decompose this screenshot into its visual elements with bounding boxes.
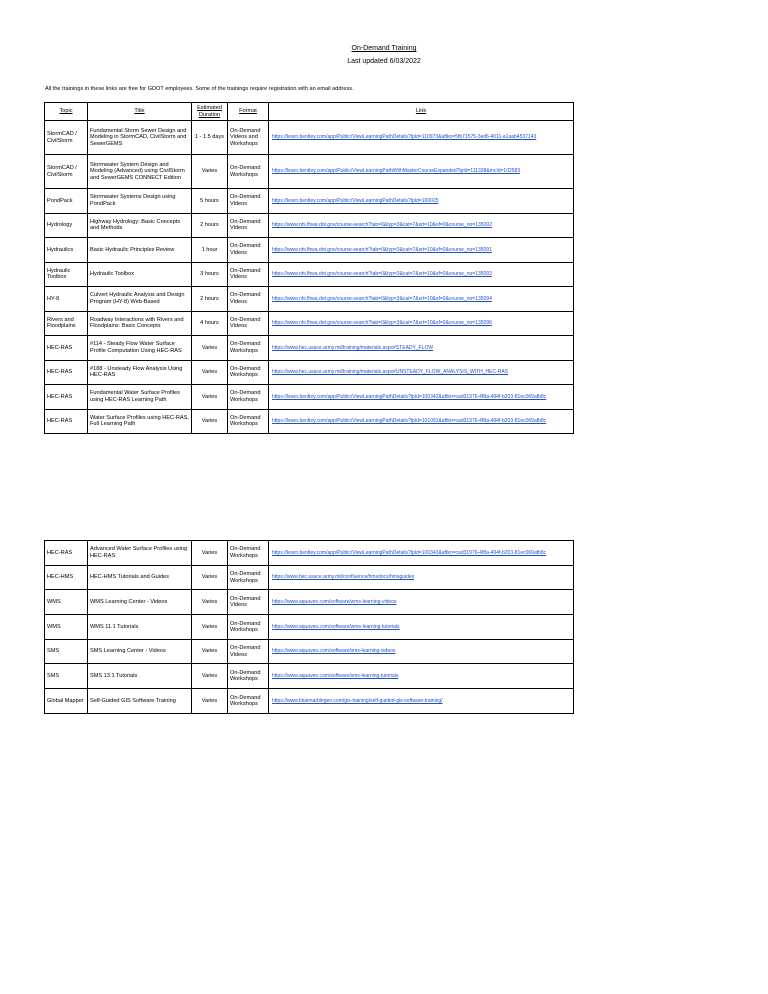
cell-format: On-Demand Workshops [228,409,269,434]
table-row [45,121,574,155]
training-link[interactable]: https://www.aquaveo.com/software/sms-learning-videos [272,648,396,655]
cell-link [269,262,574,287]
cell-topic: Hydraulic Toolbox [45,262,88,287]
cell-title: Self-Guided GIS Software Training [88,689,192,714]
cell-link [269,615,574,640]
cell-link [269,590,574,615]
cell-topic: HEC-RAS [45,336,88,361]
training-link[interactable]: https://learn.bentley.com/app/Public/ViewLearningPathDetails?lpId=100343&aftkn=cad31976-4f8a-494f-b203-81ec069afb8c [272,549,547,556]
cell-topic: PondPack [45,189,88,214]
cell-link [269,121,574,155]
table-row [45,689,574,714]
cell-link [269,409,574,434]
cell-topic: WMS [45,615,88,640]
table-row [45,615,574,640]
cell-link [269,189,574,214]
cell-duration: 3 hours [192,262,228,287]
table-row [45,287,574,312]
table-row [45,213,574,238]
cell-topic: HEC-RAS [45,541,88,566]
cell-format: On-Demand Videos [228,311,269,336]
cell-duration: Varies [192,565,228,590]
training-link[interactable]: https://www.bluemarblegeo.com/gis-training/self-guided-gis-software-training/ [272,697,443,704]
table-row [45,155,574,189]
cell-title: #188 - Unsteady Flow Analysis Using HEC-RAS [88,360,192,385]
training-link[interactable]: https://learn.bentley.com/app/Public/ViewLearningPathDetails?lpId=100025 [272,197,439,204]
cell-format: On-Demand Videos [228,189,269,214]
cell-title: Stormwater System Design and Modeling (Advanced) using CivilStorm and SewerGEMS CONNECT Edition [88,155,192,189]
table-row [45,664,574,689]
cell-duration: Varies [192,409,228,434]
training-table-continued [44,540,574,714]
cell-topic: StormCAD / CivilStorm [45,155,88,189]
cell-title: Water Surface Profiles using HEC-RAS, Full Learning Path [88,409,192,434]
cell-title: Basic Hydraulic Principles Review [88,238,192,263]
cell-format: On-Demand Videos and Workshops [228,121,269,155]
column-header-format: Format [228,103,269,121]
training-link[interactable]: https://www.nhi.fhwa.dot.gov/course-search?tab=0&typ=3&cat=7&srt=10&sf=0&course_no=135094 [272,295,492,302]
cell-topic: SMS [45,639,88,664]
table-row [45,385,574,410]
cell-duration: Varies [192,360,228,385]
training-link[interactable]: https://www.hec.usace.army.mil/confluence/hmsdocs/hmsguides [272,574,415,581]
training-table [44,102,574,434]
training-link[interactable]: https://learn.bentley.com/app/Public/ViewLearningPathDetails?lpId=100342&aftkn=cad31976-4f8a-494f-b203-81ec069afb8c [272,393,547,400]
cell-format: On-Demand Videos [228,639,269,664]
cell-format: On-Demand Workshops [228,385,269,410]
cell-topic: Rivers and Floodplains [45,311,88,336]
page-title: On-Demand Training [351,45,417,52]
cell-topic: SMS [45,664,88,689]
cell-format: On-Demand Videos [228,262,269,287]
cell-topic: HEC-RAS [45,409,88,434]
cell-duration: 1 - 1.5 days [192,121,228,155]
training-link[interactable]: https://www.hec.usace.army.mil/training/materials.aspx#UNSTEADY_FLOW_ANALYSIS_WITH_HEC-RAS [272,369,508,376]
cell-link [269,336,574,361]
cell-duration: Varies [192,590,228,615]
training-link[interactable]: https://learn.bentley.com/app/Public/ViewLearningPathDetails?lpId=101091&aftkn=cad31976-4f8a-494f-b203-81ec069afb8c [272,418,547,425]
training-link[interactable]: https://learn.bentley.com/app/Public/ViewLearningPathWithMasterCourseExpanded?lpId=111338&mcId=102583 [272,168,521,175]
cell-duration: Varies [192,664,228,689]
training-link[interactable]: https://www.nhi.fhwa.dot.gov/course-search?tab=0&typ=3&cat=7&srt=10&sf=0&course_no=135093 [272,271,492,278]
cell-duration: Varies [192,155,228,189]
table-row [45,360,574,385]
cell-title: Highway Hydrology: Basic Concepts and Methods [88,213,192,238]
table-row [45,541,574,566]
cell-title: Stormwater Systems Design using PondPack [88,189,192,214]
cell-topic: WMS [45,590,88,615]
cell-title: Fundamental Water Surface Profiles using HEC-RAS Learning Path [88,385,192,410]
training-link[interactable]: https://www.nhi.fhwa.dot.gov/course-search?tab=0&typ=3&cat=7&srt=10&sf=0&course_no=135091 [272,246,492,253]
table-row [45,336,574,361]
cell-link [269,213,574,238]
cell-link [269,689,574,714]
cell-title: Roadway Interactions with Rivers and Floodplains: Basic Concepts [88,311,192,336]
cell-format: On-Demand Workshops [228,689,269,714]
cell-title: Hydraulic Toolbox [88,262,192,287]
column-header-link: Link [269,103,574,121]
cell-format: On-Demand Videos [228,213,269,238]
training-link[interactable]: https://www.nhi.fhwa.dot.gov/course-search?tab=0&typ=3&cat=7&srt=10&sf=0&course_no=135096 [272,320,492,327]
cell-format: On-Demand Workshops [228,155,269,189]
column-header-topic: Topic [45,103,88,121]
cell-format: On-Demand Workshops [228,360,269,385]
cell-duration: 2 hours [192,287,228,312]
cell-link [269,287,574,312]
cell-format: On-Demand Workshops [228,565,269,590]
cell-title: SMS 13.1 Tutorials [88,664,192,689]
table-row [45,565,574,590]
cell-topic: HEC-RAS [45,360,88,385]
cell-link [269,565,574,590]
cell-topic: HY-8 [45,287,88,312]
cell-topic: HEC-RAS [45,385,88,410]
cell-duration: Varies [192,336,228,361]
cell-title: Fundamental Storm Sewer Design and Modeling in StormCAD, CivilStorm and SewerGEMS [88,121,192,155]
cell-duration: 4 hours [192,311,228,336]
cell-title: #114 - Steady Flow Water Surface Profile Computation Using HEC-RAS [88,336,192,361]
cell-duration: 5 hours [192,189,228,214]
cell-duration: 2 hours [192,213,228,238]
cell-topic: Global Mapper [45,689,88,714]
training-link[interactable]: https://learn.bentley.com/app/Public/ViewLearningPathDetails?lpId=110973&aftkn=5fb71575-3ed6-4011-a1aab4537143 [272,134,537,141]
table-row [45,262,574,287]
cell-title: HEC-HMS Tutorials and Guides [88,565,192,590]
cell-link [269,385,574,410]
cell-topic: StormCAD / CivilStorm [45,121,88,155]
cell-format: On-Demand Videos [228,238,269,263]
training-link[interactable]: https://www.nhi.fhwa.dot.gov/course-search?tab=0&typ=3&cat=7&srt=10&sf=0&course_no=135092 [272,222,492,229]
cell-topic: Hydraulics [45,238,88,263]
cell-link [269,639,574,664]
training-link[interactable]: https://www.hec.usace.army.mil/training/materials.aspx#STEADY_FLOW [272,344,434,351]
column-header-title: Title [88,103,192,121]
table-row [45,238,574,263]
cell-title: WMS 11.1 Tutorials [88,615,192,640]
cell-title: SMS Learning Center - Videos [88,639,192,664]
cell-topic: Hydrology [45,213,88,238]
cell-format: On-Demand Workshops [228,336,269,361]
intro-text: All the trainings in these links are free for GDOT employees. Some of the trainings require registration with an email address. [45,86,354,92]
cell-duration: Varies [192,385,228,410]
cell-link [269,360,574,385]
cell-duration: 1 hour [192,238,228,263]
cell-title: Advanced Water Surface Profiles using HEC-RAS [88,541,192,566]
cell-duration: Varies [192,689,228,714]
cell-format: On-Demand Workshops [228,664,269,689]
cell-link [269,155,574,189]
table-row [45,311,574,336]
cell-link [269,541,574,566]
training-link[interactable]: https://www.aquaveo.com/software/wms-learning-videos [272,599,397,606]
table-row [45,189,574,214]
cell-topic: HEC-HMS [45,565,88,590]
cell-format: On-Demand Workshops [228,541,269,566]
cell-title: WMS Learning Center - Videos [88,590,192,615]
cell-link [269,311,574,336]
cell-duration: Varies [192,639,228,664]
training-link[interactable]: https://www.aquaveo.com/software/wms-learning-tutorials [272,623,400,630]
cell-duration: Varies [192,615,228,640]
table-row [45,409,574,434]
table-row [45,639,574,664]
cell-link [269,664,574,689]
table-row [45,590,574,615]
table-header-row [45,103,574,121]
cell-format: On-Demand Videos [228,287,269,312]
cell-format: On-Demand Videos [228,590,269,615]
last-updated: Last updated 6/03/2022 [347,58,421,65]
cell-duration: Varies [192,541,228,566]
training-link[interactable]: https://www.aquaveo.com/software/sms-learning-tutorials [272,673,399,680]
cell-title: Culvert Hydraulic Analysis and Design Program (HY-8) Web-Based [88,287,192,312]
cell-link [269,238,574,263]
cell-format: On-Demand Workshops [228,615,269,640]
column-header-duration: Estimated Duration [192,103,228,121]
